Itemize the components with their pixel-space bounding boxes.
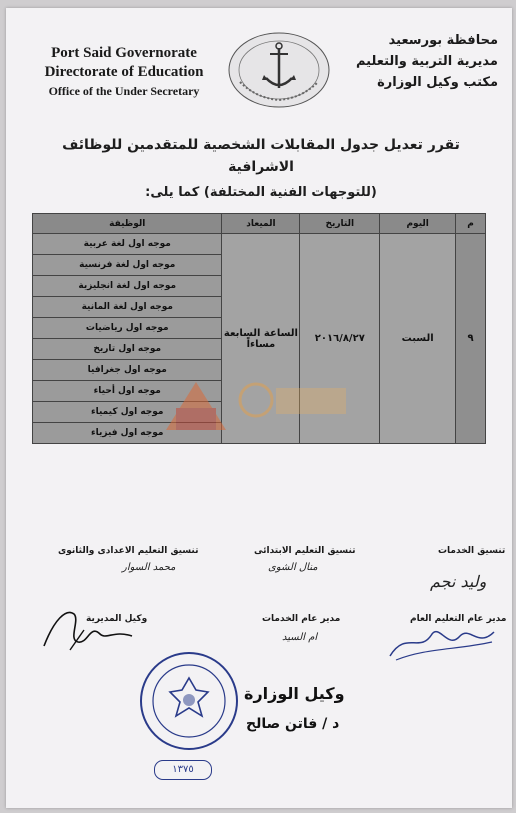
header-en-governorate: Port Said Governorate (51, 45, 197, 61)
cell-time-line-2: مساءاً (246, 338, 276, 350)
cell-job: موجه اول تاريخ (33, 339, 222, 360)
table-header-row (33, 214, 486, 234)
cell-job: موجه اول كيمياء (33, 402, 222, 423)
sig-name-services-gm: ام السيد (282, 632, 318, 643)
sig-label-services-gm: مدير عام الخدمات (262, 614, 341, 624)
title-line-2: (للتوجهات الفنية المختلفة) كما يلى: (145, 185, 377, 200)
sig-label-general-education-gm: مدير عام التعليم العام (410, 614, 507, 624)
cell-job: موجه اول أحياء (33, 381, 222, 402)
under-secretary-name: د / فاتن صالح (246, 716, 340, 732)
header-time: الميعاد (222, 214, 300, 234)
signature-deputy-director-icon (40, 600, 136, 656)
cell-time-line-1: الساعة السابعة (223, 327, 298, 339)
header-ar-office: مكتب وكيل الوزارة (377, 75, 498, 90)
header-en-directorate: Directorate of Education (44, 64, 204, 80)
header-num: م (456, 214, 486, 234)
under-secretary-title: وكيل الوزارة (244, 684, 345, 703)
stamp-number: ١٣٧٥ (154, 760, 212, 780)
sig-name-primary: منال الشوى (268, 562, 318, 573)
header-ar-governorate: محافظة بورسعيد (388, 33, 498, 48)
header-en-office: Office of the Under Secretary (48, 84, 200, 98)
table-row (33, 234, 486, 255)
cell-num: ٩ (456, 234, 486, 444)
sig-label-prep-secondary: تنسيق التعليم الاعدادى والثانوى (58, 546, 199, 556)
cell-job: موجه اول لغة عربية (33, 234, 222, 255)
header-english (24, 44, 224, 101)
title-line-1: تقرر تعديل جدول المقابلات الشخصية للمتقدمين للوظائف الاشرافية (62, 137, 460, 175)
cell-job: موجه اول لغة المانية (33, 297, 222, 318)
cell-job: موجه اول فيزياء (33, 423, 222, 444)
header-date: التاريخ (300, 214, 380, 234)
watermark-logo-icon (156, 370, 356, 442)
sig-label-deputy-director: وكيل المديرية (86, 614, 148, 624)
sig-name-prep-secondary: محمد السوار (122, 562, 176, 573)
cell-job: موجه اول جغرافيا (33, 360, 222, 381)
header-ar-directorate: مديرية التربية والتعليم (355, 54, 498, 69)
official-seal-icon (138, 650, 240, 752)
cell-day: السبت (380, 234, 456, 444)
document-page (6, 8, 512, 808)
sig-name-services: وليد نجم (430, 572, 487, 591)
signature-general-education-gm-icon (386, 620, 498, 664)
sig-label-services: تنسيق الخدمات (438, 546, 506, 556)
cell-job: موجه اول لغة فرنسية (33, 255, 222, 276)
document-title (36, 134, 486, 204)
cell-job: موجه اول لغة انجليزية (33, 276, 222, 297)
header-arabic (328, 30, 498, 93)
cell-job: موجه اول رياضيات (33, 318, 222, 339)
anchor-logo-icon (226, 30, 332, 110)
cell-date: ٢٠١٦/٨/٢٧ (300, 234, 380, 444)
sig-label-primary: تنسيق التعليم الابتدائى (254, 546, 356, 556)
header-day: اليوم (380, 214, 456, 234)
header-job: الوظيفة (33, 214, 222, 234)
